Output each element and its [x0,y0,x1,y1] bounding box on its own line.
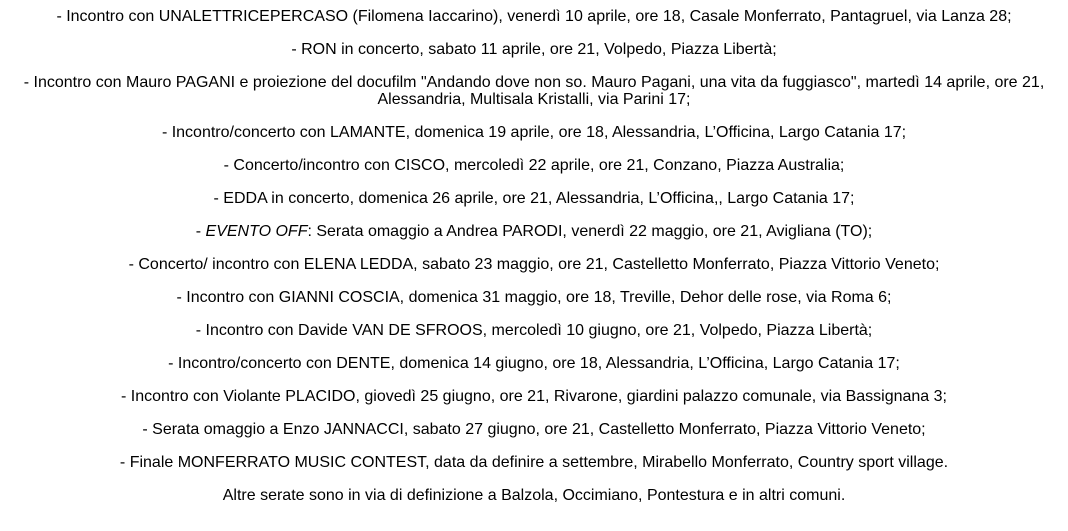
event-item-5: - Concerto/incontro con CISCO, mercoledì 22 aprile, ore 21, Conzano, Piazza Australia; [223,157,845,174]
event-item-7 [0,223,1068,240]
event-item-14: - Finale MONFERRATO MUSIC CONTEST, data da definire a settembre, Mirabello Monferrato, Country sport village. [119,454,949,471]
event-item-13: - Serata omaggio a Enzo JANNACCI, sabato 27 giugno, ore 21, Castelletto Monferrato, Piazza Vittorio Veneto; [142,421,926,438]
event-item-6: - EDDA in concerto, domenica 26 aprile, ore 21, Alessandria, L’Officina,, Largo Catania 17; [213,190,855,207]
event-off-label: EVENTO OFF [205,223,308,240]
event-item-8: - Concerto/ incontro con ELENA LEDDA, sabato 23 maggio, ore 21, Castelletto Monferrato, Piazza Vittorio Veneto; [128,256,940,273]
event-item-11: - Incontro/concerto con DENTE, domenica 14 giugno, ore 18, Alessandria, L’Officina, Largo Catania 17; [168,355,900,372]
event-item-4: - Incontro/concerto con LAMANTE, domenica 19 aprile, ore 18, Alessandria, L’Officina, Largo Catania 17; [161,124,907,141]
closing-note: Altre serate sono in via di definizione a Balzola, Occimiano, Pontestura e in altri comuni. [222,487,846,504]
event-item-7-prefix: - [195,223,206,240]
event-item-9: - Incontro con GIANNI COSCIA, domenica 31 maggio, ore 18, Treville, Dehor delle rose, via Roma 6; [176,289,892,306]
event-item-7-rest: : Serata omaggio a Andrea PARODI, venerdì 22 maggio, ore 21, Avigliana (TO); [307,223,873,240]
event-item-10: - Incontro con Davide VAN DE SFROOS, mercoledì 10 giugno, ore 21, Volpedo, Piazza Libertà; [195,322,873,339]
event-item-1: - Incontro con UNALETTRICEPERCASO (Filomena Iaccarino), venerdì 10 aprile, ore 18, Casale Monferrato, Pantagruel, via Lanza 28; [56,8,1012,25]
event-item-12: - Incontro con Violante PLACIDO, giovedì 25 giugno, ore 21, Rivarone, giardini palazzo comunale, via Bassignana 3; [121,388,947,405]
event-item-3: - Incontro con Mauro PAGANI e proiezione del docufilm "Andando dove non so. Mauro Pagani, una vita da fuggiasco", martedì 14 aprile, ore 21, Alessandria, Multisala Kristalli, via Parini 17; [23,74,1045,108]
event-item-2: - RON in concerto, sabato 11 aprile, ore 21, Volpedo, Piazza Libertà; [291,41,777,58]
